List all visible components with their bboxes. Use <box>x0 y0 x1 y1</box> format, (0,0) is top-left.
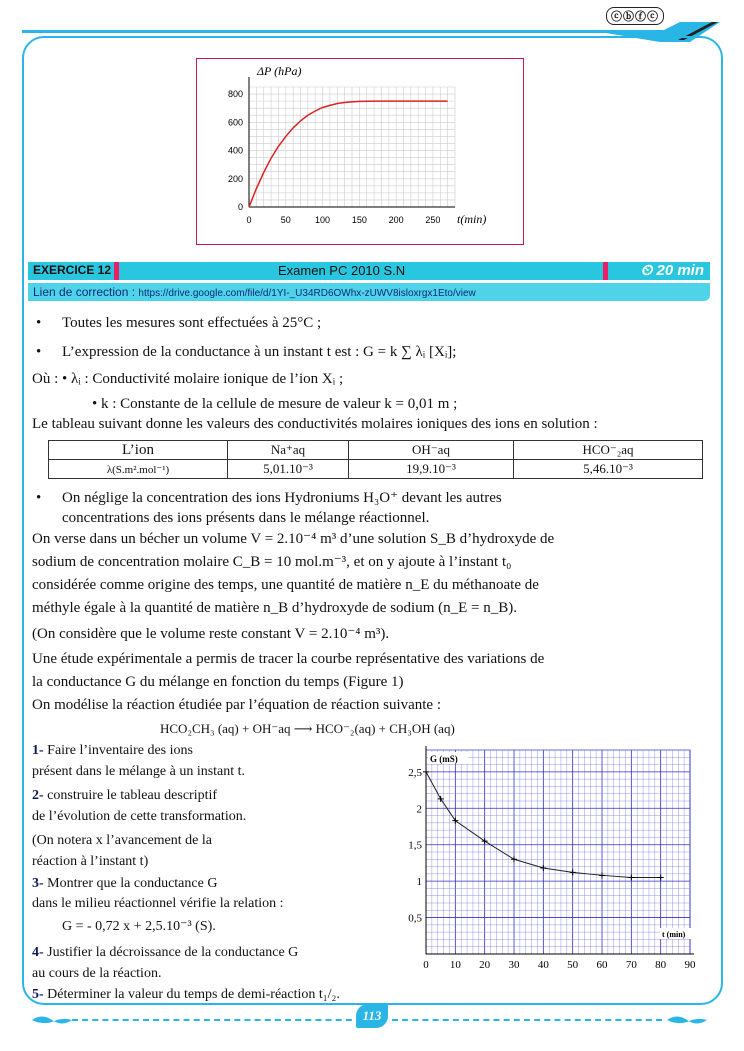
table-header-row <box>49 441 703 460</box>
header-line <box>22 30 682 33</box>
question-number: 4- <box>32 945 44 960</box>
bullet-conductance-expression: • L’expression de la conductance à un instant t est : G = k ∑ λᵢ [Xᵢ]; <box>62 343 456 361</box>
paragraph-line: On verse dans un bécher un volume V = 2.10⁻⁴ m³ d’une solution S_B d’hydroxyde de <box>32 531 555 547</box>
paragraph-line: concentrations des ions présents dans le mélange réactionnel. <box>62 510 430 526</box>
y-tick-label: 400 <box>227 145 243 156</box>
x-tick-label: 70 <box>625 959 637 971</box>
pressure-chart <box>196 58 524 245</box>
bullet-hydronium: • On néglige la concentration des ions Hydroniums H₃O⁺ devant les autres <box>62 489 502 507</box>
exercise-label: EXERCICE 12 <box>33 263 112 277</box>
reaction-equation: HCO₂CH₃ (aq) + OH⁻aq ⟶ HCO⁻₂(aq) + CH₃OH (aq) <box>160 721 455 736</box>
correction-link-bar <box>28 283 710 301</box>
y-tick-label: 2,5 <box>408 766 422 779</box>
x-tick-label: 100 <box>315 215 331 225</box>
footer-ornament-right <box>667 1013 707 1027</box>
y-tick-label: 1,5 <box>408 839 422 852</box>
paragraph-line: considérée comme origine des temps, une quantité de matière n_E du méthanoate de <box>32 577 539 593</box>
question-text: construire le tableau descriptif <box>47 788 218 803</box>
y-tick-label: 600 <box>227 117 243 128</box>
paragraph-line: la conductance G du mélange en fonction du temps (Figure 1) <box>32 674 404 690</box>
question-number: 1- <box>32 743 44 758</box>
question-number: 5- <box>32 987 44 1002</box>
question-text: Montrer que la conductance G <box>47 876 218 891</box>
x-axis-label: t(min) <box>457 212 487 226</box>
y-axis-label: ΔP (hPa) <box>257 64 302 78</box>
definition-k: • k : Constante de la cellule de mesure de valeur k = 0,01 m ; <box>92 396 458 412</box>
x-tick-label: 10 <box>449 959 461 971</box>
table-header: Na⁺aq <box>228 441 349 460</box>
question-4-cont: au cours de la réaction. <box>32 966 162 981</box>
exercise-header <box>28 262 710 280</box>
link-url[interactable]: https://drive.google.com/file/d/1YI-_U34RD6OWhx-zUWV8isloxrgx1Eto/view <box>138 288 476 299</box>
x-tick-label: 30 <box>508 959 520 971</box>
footer-divider <box>392 1019 662 1021</box>
definition-lambda: Où : • λᵢ : Conductivité molaire ionique de l’ion Xᵢ ; <box>32 371 344 387</box>
table-cell: 5,01.10⁻³ <box>228 460 349 479</box>
license-badge: ⓒⓑⓕⓒ <box>606 7 664 25</box>
table-row-label: λ(S.m².mol⁻¹) <box>49 460 228 479</box>
question-2-cont: de l’évolution de cette transformation. <box>32 809 247 824</box>
pressure-chart-svg <box>197 59 523 244</box>
question-text: Déterminer la valeur du temps de demi-réaction t₁/₂. <box>47 987 340 1002</box>
y-tick-label: 200 <box>227 173 243 184</box>
question-number: 3- <box>32 876 44 891</box>
x-tick-label: 40 <box>537 959 549 971</box>
question-1-cont: présent dans le mélange à un instant t. <box>32 764 246 779</box>
paragraph-line: On modélise la réaction étudiée par l’équation de réaction suivante : <box>32 697 442 713</box>
question-number: 2- <box>32 788 44 803</box>
exercise-marker <box>114 262 119 280</box>
question-5 <box>32 986 340 1003</box>
exercise-duration: ⏲ 20 min <box>640 262 704 279</box>
question-2 <box>32 787 217 804</box>
question-4 <box>32 944 298 961</box>
exercise-title: Examen PC 2010 S.N <box>278 263 406 278</box>
correction-link[interactable] <box>33 285 476 299</box>
series-line <box>249 101 448 207</box>
y-tick-label: 2 <box>416 803 422 816</box>
x-tick-label: 250 <box>425 215 441 225</box>
y-tick-label: 800 <box>227 89 243 100</box>
conductance-chart <box>396 742 696 982</box>
question-1 <box>32 742 193 759</box>
paragraph-line: sodium de concentration molaire C_B = 10 mol.m⁻³, et on y ajoute à l’instant t₀ <box>32 554 512 570</box>
table-header: L’ion <box>49 441 228 460</box>
paragraph-line: méthyle égale à la quantité de matière n_B d’hydroxyde de sodium (n_E = n_B). <box>32 600 517 616</box>
question-text: Justifier la décroissance de la conductance G <box>47 945 299 960</box>
table-intro: Le tableau suivant donne les valeurs des conductivités molaires ioniques des ions en solution : <box>32 416 598 432</box>
link-label: Lien de correction : <box>33 285 139 299</box>
x-tick-label: 90 <box>684 959 696 971</box>
x-tick-label: 200 <box>388 215 404 225</box>
table-header: OH⁻aq <box>349 441 514 460</box>
paragraph-line: Une étude expérimentale a permis de tracer la courbe représentative des variations de <box>32 651 545 667</box>
relation-S: G = - 0,72 x + 2,5.10⁻³ (S). <box>62 919 216 934</box>
y-tick-label: 0,5 <box>408 912 422 925</box>
page-number: 113 <box>356 1004 388 1028</box>
bullet-temperature: • Toutes les mesures sont effectuées à 25°C ; <box>62 314 321 332</box>
table-row <box>49 460 703 479</box>
x-tick-label: 50 <box>567 959 579 971</box>
x-axis-label: t (min) <box>662 930 686 939</box>
x-tick-label: 150 <box>351 215 367 225</box>
x-tick-label: 50 <box>280 215 291 225</box>
table-cell: 19,9.10⁻³ <box>349 460 514 479</box>
footer-divider <box>72 1019 362 1021</box>
duration-marker <box>603 262 608 280</box>
question-2-note: (On notera x l’avancement de la <box>32 833 212 848</box>
question-3 <box>32 875 217 892</box>
question-3-cont: dans le milieu réactionnel vérifie la relation : <box>32 896 284 911</box>
ion-conductivity-table <box>48 440 703 479</box>
x-tick-label: 20 <box>479 959 491 971</box>
x-tick-label: 0 <box>246 215 252 225</box>
footer-ornament-left <box>32 1013 72 1027</box>
y-axis-label: G (mS) <box>430 754 458 764</box>
y-tick-label: 1 <box>416 876 422 889</box>
x-tick-label: 0 <box>423 959 429 971</box>
table-cell: 5,46.10⁻³ <box>514 460 703 479</box>
y-tick-label: 0 <box>237 202 243 212</box>
question-2-note-cont: réaction à l’instant t) <box>32 854 149 869</box>
table-header: HCO⁻₂aq <box>514 441 703 460</box>
question-text: Faire l’inventaire des ions <box>47 743 193 758</box>
x-tick-label: 80 <box>655 959 667 971</box>
paragraph-line: (On considère que le volume reste constant V = 2.10⁻⁴ m³). <box>32 626 390 642</box>
x-tick-label: 60 <box>596 959 608 971</box>
